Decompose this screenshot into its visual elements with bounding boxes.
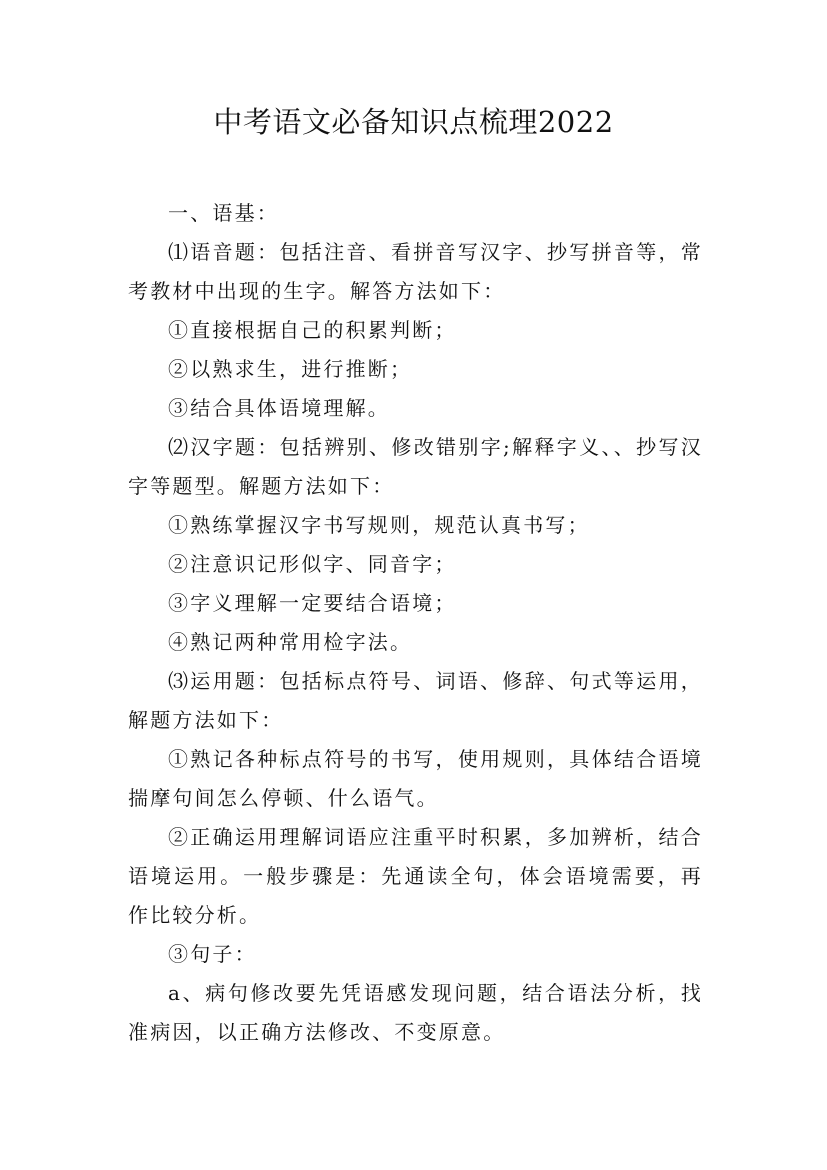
paragraph-characters: ⑵汉字题：包括辨别、修改错别字;解释字义、、抄写汉字等题型。解题方法如下： (128, 435, 703, 498)
list-item: ①熟练掌握汉字书写规则，规范认真书写； (168, 513, 590, 537)
paragraph-pronunciation: ⑴语音题：包括注音、看拼音写汉字、抄写拼音等，常考教材中出现的生字。解答方法如下： (128, 240, 703, 303)
list-item: ①熟记各种标点符号的书写，使用规则，具体结合语境揣摩句间怎么停顿、什么语气。 (128, 747, 703, 810)
list-item: ②以熟求生，进行推断； (168, 357, 413, 381)
list-item: a、病句修改要先凭语感发现问题，结合语法分析，找准病因，以正确方法修改、不变原意。 (128, 981, 703, 1044)
list-item: ②注意识记形似字、同音字； (168, 552, 457, 576)
list-item: ①直接根据自己的积累判断； (168, 318, 457, 342)
section-heading-yuji: 一、语基： (168, 201, 279, 225)
list-item: ④熟记两种常用检字法。 (168, 630, 413, 654)
document-title: 中考语文必备知识点梳理2022 (213, 105, 614, 139)
document-body (128, 194, 703, 1052)
list-item: ③字义理解一定要结合语境； (168, 591, 457, 615)
list-item: ③结合具体语境理解。 (168, 396, 390, 420)
list-item: ③句子： (168, 942, 257, 966)
list-item: ②正确运用理解词语应注重平时积累，多加辨析，结合语境运用。一般步骤是：先通读全句，体会语境需要，再作比较分析。 (128, 825, 703, 927)
paragraph-usage: ⑶运用题：包括标点符号、词语、修辞、句式等运用，解题方法如下： (128, 669, 703, 732)
